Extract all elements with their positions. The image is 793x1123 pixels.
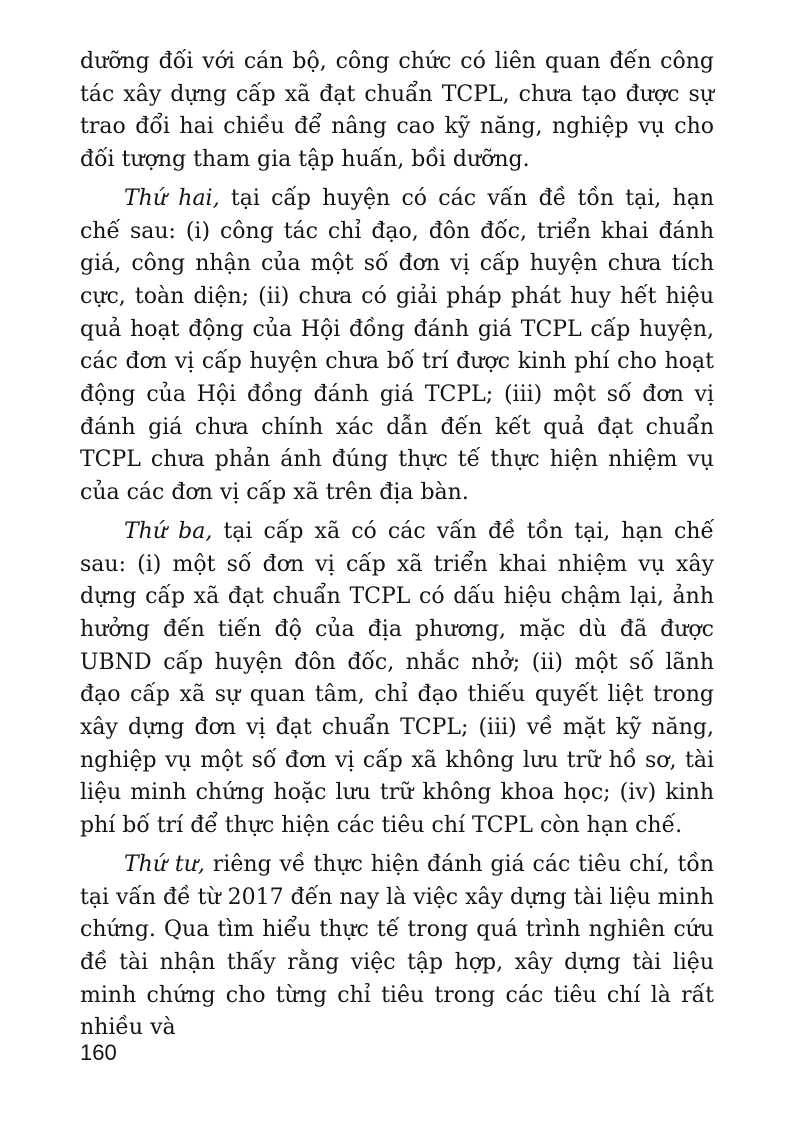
paragraph-4-text: riêng về thực hiện đánh giá các tiêu chí, tồn tại vấn đề từ 2017 đến nay là việc xây dựng tài liệu minh chứng. Qua tìm hiểu thực tế trong quá trình nghiên cứu đề tài nhận thấy rằng việc tập hợp, xây dựng tài liệu minh chứng cho từng chỉ tiêu trong các tiêu chí là rất nhiều và: [80, 851, 715, 1041]
paragraph-1: [80, 46, 714, 177]
paragraph-2: [80, 183, 714, 510]
paragraph-3: [80, 516, 714, 843]
paragraph-3-lead: Thứ ba,: [124, 518, 213, 544]
paragraph-3-text: tại cấp xã có các vấn đề tồn tại, hạn chế sau: (i) một số đơn vị cấp xã triển khai nhiệm vụ xây dựng cấp xã đạt chuẩn TCPL có dấu hiệu chậm lại, ảnh hưởng đến tiến độ của địa phương, mặc dù đã được UBND cấp huyện đôn đốc, nhắc nhở; (ii) một số lãnh đạo cấp xã sự quan tâm, chỉ đạo thiếu quyết liệt trong xây dựng đơn vị đạt chuẩn TCPL; (iii) về mặt kỹ năng, nghiệp vụ một số đơn vị cấp xã không lưu trữ hồ sơ, tài liệu minh chứng hoặc lưu trữ không khoa học; (iv) kinh phí bố trí để thực hiện các tiêu chí TCPL còn hạn chế.: [80, 518, 714, 839]
paragraph-4: [80, 849, 714, 1045]
paragraph-2-text: tại cấp huyện có các vấn đề tồn tại, hạn chế sau: (i) công tác chỉ đạo, đôn đốc, triển khai đánh giá, công nhận của một số đơn vị cấp huyện chưa tích cực, toàn diện; (ii) chưa có giải pháp phát huy hết hiệu quả hoạt động của Hội đồng đánh giá TCPL cấp huyện, các đơn vị cấp huyện chưa bố trí được kinh phí cho hoạt động của Hội đồng đánh giá TCPL; (iii) một số đơn vị đánh giá chưa chính xác dẫn đến kết quả đạt chuẩn TCPL chưa phản ánh đúng thực tế thực hiện nhiệm vụ của các đơn vị cấp xã trên địa bàn.: [80, 185, 714, 506]
document-body: [80, 46, 714, 1051]
paragraph-4-lead: Thứ tư,: [124, 851, 205, 877]
paragraph-1-text: dưỡng đối với cán bộ, công chức có liên quan đến công tác xây dựng cấp xã đạt chuẩn TCPL, chưa tạo được sự trao đổi hai chiều để nâng cao kỹ năng, nghiệp vụ cho đối tượng tham gia tập huấn, bồi dưỡng.: [80, 49, 714, 173]
paragraph-2-lead: Thứ hai,: [124, 185, 220, 211]
page-number: 160: [80, 1040, 117, 1065]
